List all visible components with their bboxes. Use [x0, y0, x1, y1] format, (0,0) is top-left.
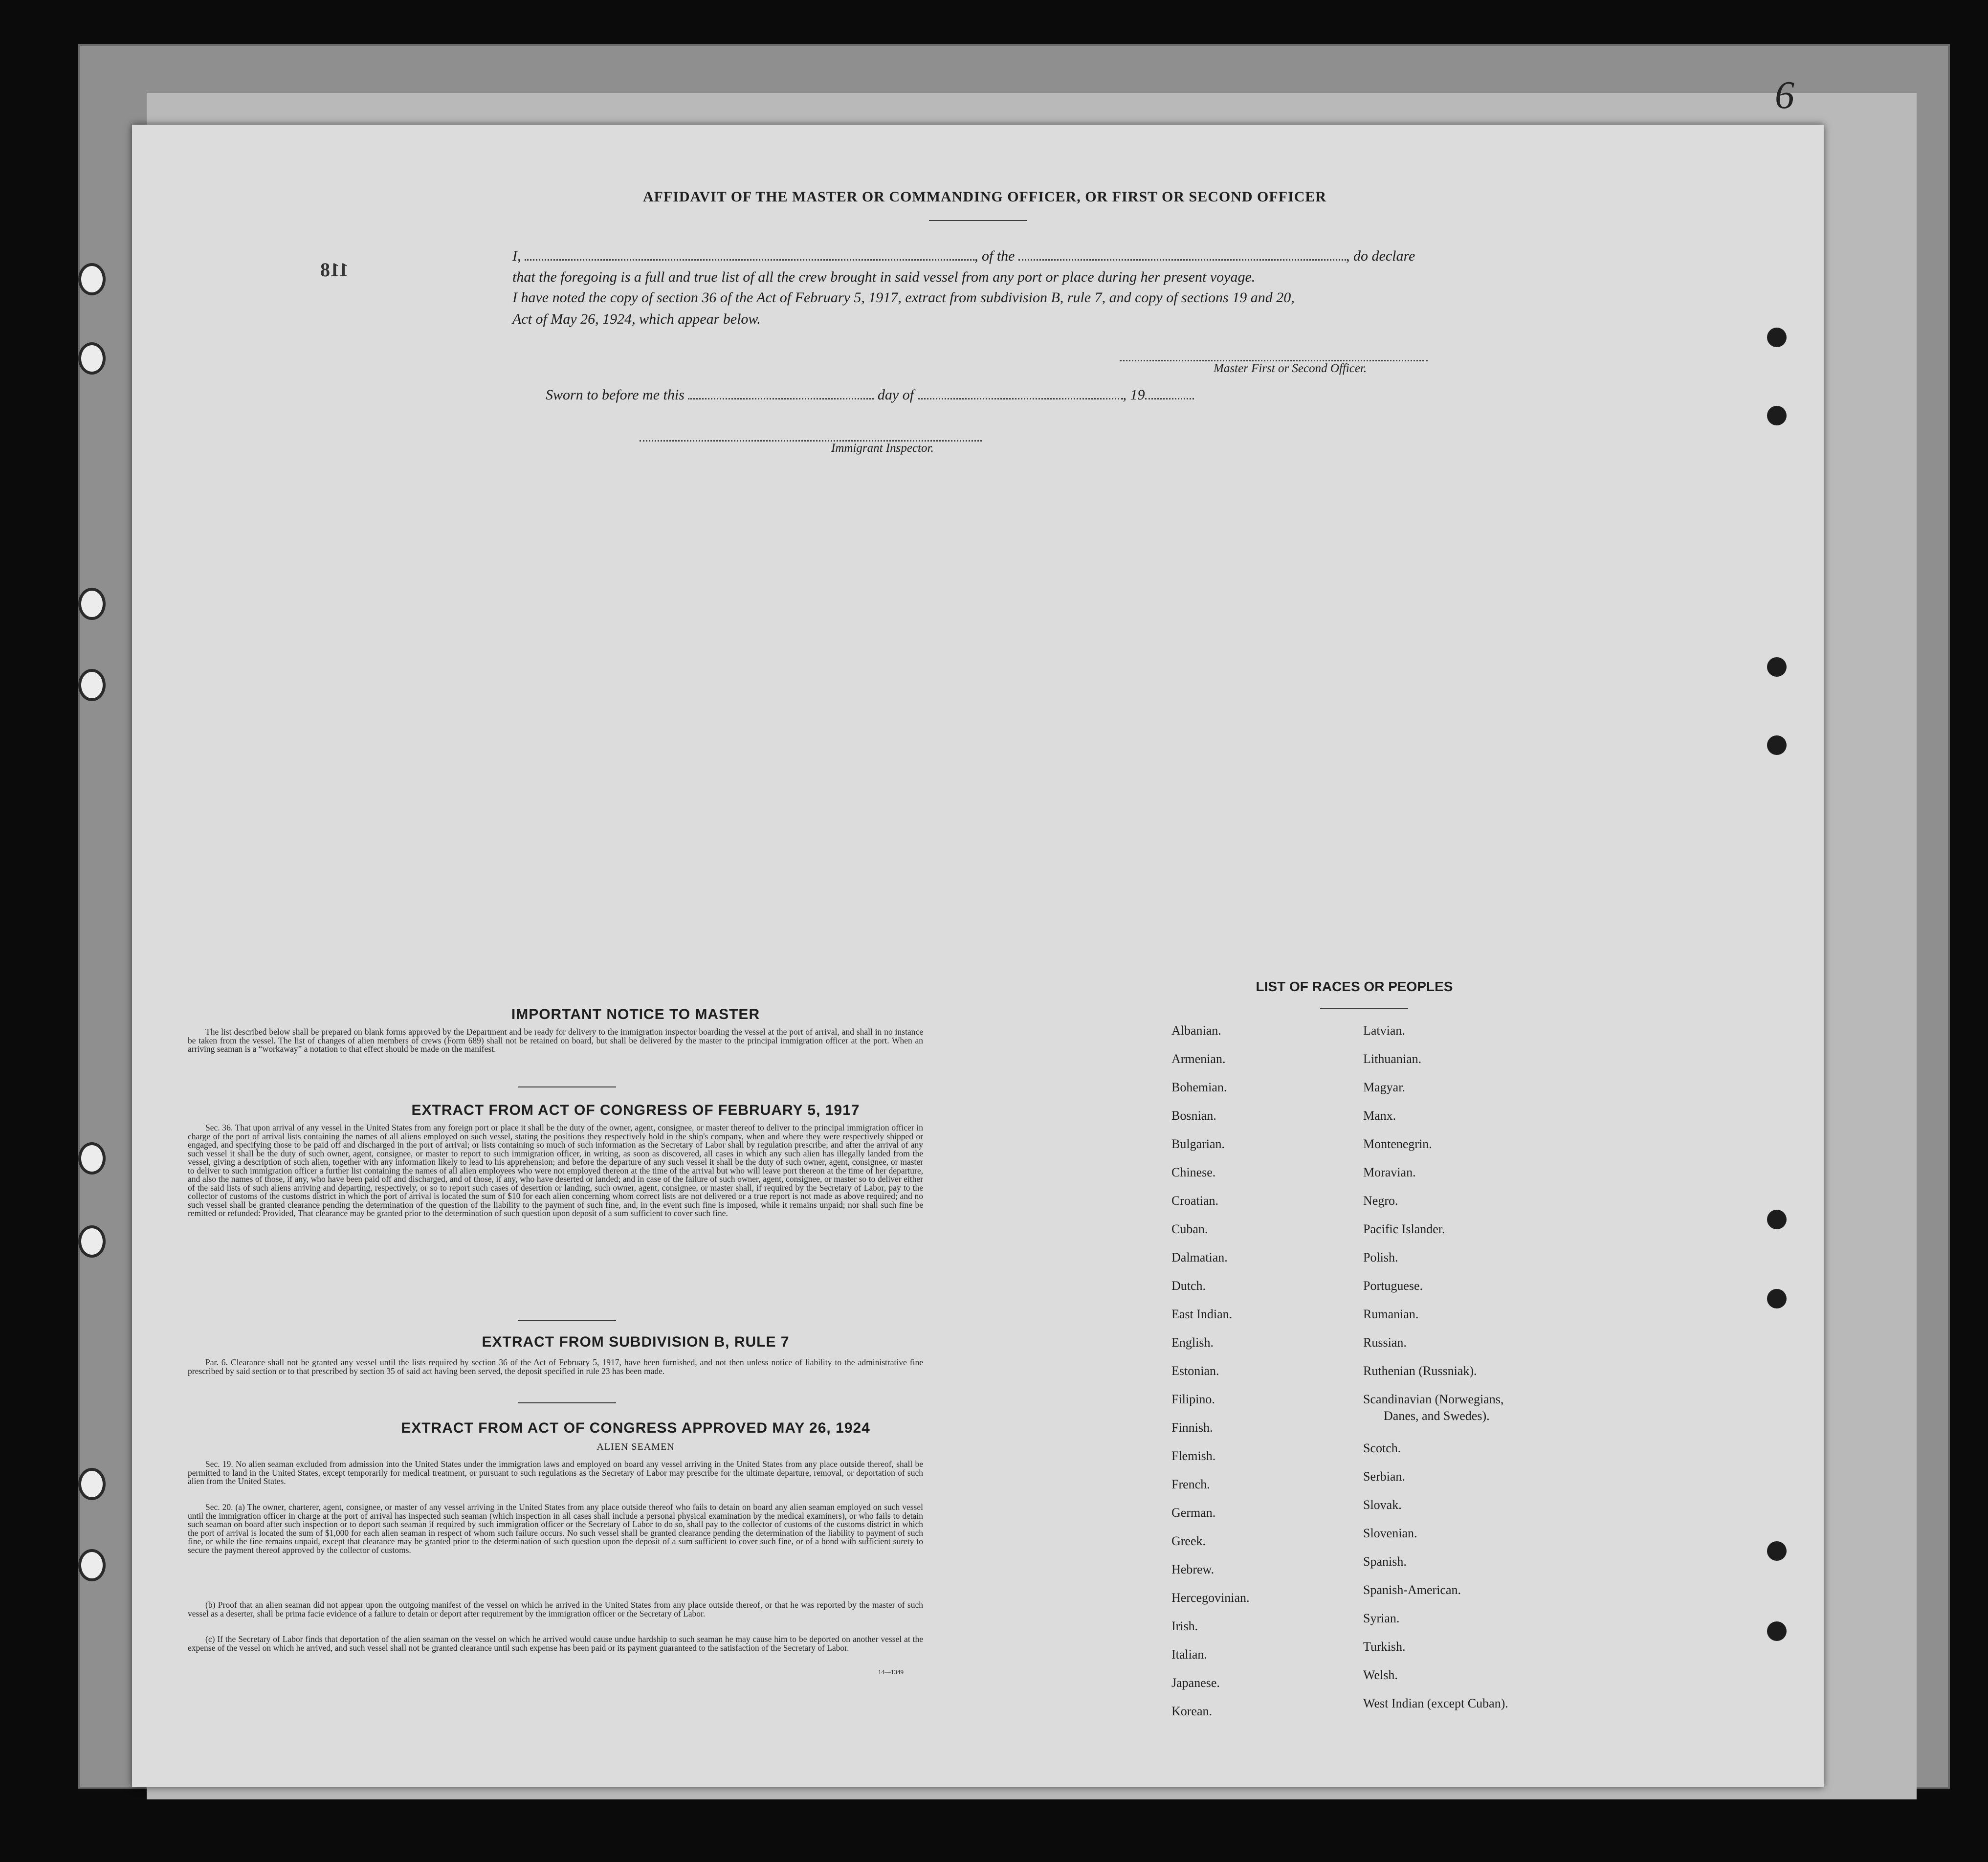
race-item: Polish.: [1363, 1250, 1398, 1264]
race-item: Japanese.: [1171, 1676, 1220, 1690]
inspector-caption: Immigrant Inspector.: [831, 442, 934, 455]
title-divider: [929, 220, 1027, 221]
sworn-day-field[interactable]: [688, 386, 874, 399]
race-item: Flemish.: [1171, 1449, 1216, 1463]
section-divider: [518, 1402, 616, 1403]
race-item: Hebrew.: [1171, 1562, 1215, 1576]
section-20b-text: (b) Proof that an alien seaman did not appear upon the outgoing manifest of the vessel on which he arrived in the United States from any place outside thereof, or that he was reported by the master of such vessel as a deserter, shall be prima facie evidence of a failure to detain or deport after requirement by the immigration officer or the Secretary of Labor.: [188, 1600, 923, 1618]
binder-hole: [1767, 1541, 1787, 1561]
race-item: Bosnian.: [1171, 1108, 1216, 1123]
binder-hole: [78, 1549, 106, 1581]
sworn-year-field[interactable]: [1145, 386, 1194, 399]
extract-1917-title: EXTRACT FROM ACT OF CONGRESS OF FEBRUARY 5, 1917: [411, 1102, 860, 1118]
master-signature-field[interactable]: [1120, 348, 1428, 361]
race-item: Turkish.: [1363, 1640, 1406, 1654]
race-item: Danes, and Swedes).: [1384, 1409, 1490, 1423]
declarant-name-field[interactable]: [525, 247, 974, 261]
affidavit-title: AFFIDAVIT OF THE MASTER OR COMMANDING OFFICER, OR FIRST OR SECOND OFFICER: [642, 189, 1327, 205]
race-item: West Indian (except Cuban).: [1363, 1696, 1508, 1710]
section-20c-text: (c) If the Secretary of Labor finds that deportation of the alien seaman on the vessel on which he arrived would cause undue hardship to such seaman he may cause him to be deported on another vessel at the expense of the vessel on which he arrived, and such vessel shall not be granted clearance until such expense has been paid or its payment guaranteed to the satisfaction of the Secretary of Labor.: [188, 1634, 923, 1653]
race-item: Filipino.: [1171, 1392, 1215, 1406]
race-item: Albanian.: [1171, 1023, 1221, 1038]
vessel-name-field[interactable]: [1018, 247, 1346, 261]
race-item: Serbian.: [1363, 1469, 1405, 1484]
affidavit-line-3: I have noted the copy of section 36 of the Act of February 5, 1917, extract from subdivision B, rule 7, and copy of sections 19 and 20,: [512, 289, 1295, 306]
race-item: Moravian.: [1363, 1165, 1416, 1179]
race-item: Spanish.: [1363, 1554, 1407, 1569]
sworn-line: [546, 386, 1194, 403]
race-item: Bohemian.: [1171, 1080, 1227, 1094]
race-item: Dutch.: [1171, 1279, 1206, 1293]
sworn-label: Sworn to before me this: [546, 387, 685, 403]
do-declare-text: , do declare: [1346, 248, 1415, 264]
affidavit-line-4: Act of May 26, 1924, which appear below.: [512, 311, 761, 327]
race-item: Rumanian.: [1363, 1307, 1419, 1321]
binder-hole: [1767, 1210, 1787, 1229]
races-title-divider: [1320, 1008, 1408, 1009]
race-item: Armenian.: [1171, 1052, 1226, 1066]
alien-seamen-subtitle: ALIEN SEAMEN: [596, 1441, 675, 1452]
declarant-label: I,: [512, 248, 521, 264]
race-item: Ruthenian (Russniak).: [1363, 1364, 1477, 1378]
sworn-month-field[interactable]: [918, 386, 1123, 399]
year-prefix: , 19: [1123, 387, 1145, 403]
affidavit-line-2: that the foregoing is a full and true list of all the crew brought in said vessel from any port or place during her present voyage.: [512, 269, 1256, 285]
race-item: Spanish-American.: [1363, 1583, 1461, 1597]
race-item: Dalmatian.: [1171, 1250, 1228, 1264]
inspector-signature-field[interactable]: [640, 428, 982, 442]
race-item: Croatian.: [1171, 1194, 1219, 1208]
race-item: Slovak.: [1363, 1498, 1402, 1512]
binder-hole: [1767, 735, 1787, 755]
binder-hole: [78, 1225, 106, 1258]
race-item: East Indian.: [1171, 1307, 1233, 1321]
race-item: French.: [1171, 1477, 1210, 1491]
day-of-label: day of: [877, 387, 914, 403]
race-item: Negro.: [1363, 1194, 1398, 1208]
binder-hole: [1767, 406, 1787, 425]
race-item: Welsh.: [1363, 1668, 1398, 1682]
binder-hole: [78, 342, 106, 375]
binder-hole: [1767, 657, 1787, 677]
races-list-title: LIST OF RACES OR PEOPLES: [1256, 979, 1453, 994]
binder-hole: [78, 1468, 106, 1500]
race-item: Scandinavian (Norwegians,: [1363, 1392, 1504, 1406]
race-item: Finnish.: [1171, 1420, 1213, 1435]
race-item: Cuban.: [1171, 1222, 1208, 1236]
race-item: Korean.: [1171, 1704, 1213, 1718]
binder-hole: [78, 263, 106, 295]
master-signature-caption: Master First or Second Officer.: [1214, 362, 1367, 375]
binder-hole: [1767, 1289, 1787, 1308]
race-item: Bulgarian.: [1171, 1137, 1225, 1151]
binder-hole: [1767, 1621, 1787, 1641]
race-item: Montenegrin.: [1363, 1137, 1432, 1151]
vessel-label: , of the: [974, 248, 1015, 264]
binder-hole: [1767, 328, 1787, 347]
section-20a-text: Sec. 20. (a) The owner, charterer, agent, consignee, or master of any vessel arriving in the United States from any place outside thereof who fails to detain on board any alien seaman employed on such vessel until the immigration officer in charge at the port of arrival has inspected such seaman (which inspection in all cases shall include a personal physical examination by the medical examiners), or who fails to detain such seaman on board after such inspection or to deport such seaman if required by such immigration officer or the Secretary of Labor to do so, shall pay to the collector of customs of the customs district in which the port of arrival is located the sum of $1,000 for each alien seaman in respect of whom such failure occurs. No such vessel shall be granted clearance pending the determination of the liability to payment of such fine, or while the fine remains unpaid, except that clearance may be granted prior to the determination of such question upon the deposit of a sum sufficient to cover such fine, or of a bond with sufficient surety to secure the payment thereof approved by the collector of customs.: [188, 1502, 923, 1555]
extract-rule7-title: EXTRACT FROM SUBDIVISION B, RULE 7: [482, 1334, 790, 1350]
corner-page-number: 6: [1775, 74, 1794, 117]
extract-1917-text: Sec. 36. That upon arrival of any vessel in the United States from any foreign port or place it shall be the duty of the owner, agent, consignee, or master thereof to deliver to the principal immigration officer in charge of the port of arrival lists containing the names of all aliens employed on such vessel, stating the positions they respectively hold in the ship's company, when and where they were respectively shipped or engaged, and specifying those to be paid off and discharged in the port of arrival; or lists containing so much of such information as the Secretary of Labor shall by regulation prescribe; and after the arrival of any such vessel it shall be the duty of such owner, agent, consignee, or master to report to such immigration officer, in writing, as soon as discovered, all cases in which any such alien has illegally landed from the vessel, giving a description of such alien, together with any information likely to lead to his apprehension; and before the departure of any such vessel it shall be the duty of such owner, agent, consignee, or master to deliver to such immigration officer a further list containing the names of all alien employees who were not employed thereon at the time of the arrival but who will leave port thereon at the time of her departure, and also the names of those, if any, who have been paid off and discharged, and of those, if any, who have deserted or landed; and in case of the failure of such owner, agent, consignee, or master so to deliver either of the said lists of such aliens arriving and departing, respectively, or so to report such cases of desertion or landing, such owner, agent, consignee, or master shall, if required by the Secretary of Labor, pay to the collector of customs of the customs district in which the port of arrival is located the sum of $10 for each alien concerning whom correct lists are not delivered or a true report is not made as above required; and no such vessel shall be granted clearance pending the determination of the question of the liability to the payment of such fine, and, in the event such fine is imposed, while it remains unpaid; nor shall such fine be remitted or refunded: Provided, That clearance may be granted prior to the determination of such question upon deposit of a sum sufficient to cover such fine.: [188, 1123, 923, 1218]
page-stamp-number: 118: [320, 259, 349, 281]
section-divider: [518, 1086, 616, 1087]
notice-text: The list described below shall be prepared on blank forms approved by the Department and be ready for delivery to the immigration inspector boarding the vessel at the port of arrival, and shall in no instance be taken from the vessel. The list of changes of alien members of crews (Form 689) shall not be retained on board, but shall be delivered by the master to the principal immigration officer at the port. When an arriving seaman is a “workaway” a notation to that effect should be made on the manifest.: [188, 1027, 923, 1054]
race-item: Russian.: [1363, 1335, 1407, 1350]
race-item: English.: [1171, 1335, 1214, 1350]
extract-1924-title: EXTRACT FROM ACT OF CONGRESS APPROVED MAY 26, 1924: [401, 1420, 870, 1436]
race-item: Manx.: [1363, 1108, 1396, 1123]
binder-hole: [78, 588, 106, 620]
race-item: Magyar.: [1363, 1080, 1405, 1094]
binder-hole: [78, 1142, 106, 1175]
race-item: Scotch.: [1363, 1441, 1401, 1455]
race-item: Pacific Islander.: [1363, 1222, 1445, 1236]
notice-title: IMPORTANT NOTICE TO MASTER: [511, 1006, 760, 1022]
race-item: Lithuanian.: [1363, 1052, 1422, 1066]
form-number: 14—1349: [878, 1668, 904, 1676]
race-item: Latvian.: [1363, 1023, 1405, 1038]
race-item: Syrian.: [1363, 1611, 1400, 1625]
race-item: Irish.: [1171, 1619, 1198, 1633]
section-divider: [518, 1320, 616, 1321]
binder-hole: [78, 669, 106, 701]
affidavit-declaration-line: [512, 247, 1415, 265]
race-item: Portuguese.: [1363, 1279, 1423, 1293]
race-item: Slovenian.: [1363, 1526, 1417, 1540]
race-item: Chinese.: [1171, 1165, 1216, 1179]
extract-rule7-text: Par. 6. Clearance shall not be granted any vessel until the lists required by section 36 of the Act of February 5, 1917, have been furnished, and not then unless notice of liability to the administrative fine prescribed by said section or to that prescribed by section 35 of said act having been served, the deposit specified in rule 23 has been made.: [188, 1357, 923, 1376]
race-item: Estonian.: [1171, 1364, 1219, 1378]
section-19-text: Sec. 19. No alien seaman excluded from admission into the United States under the immigration laws and employed on board any vessel arriving in the United States from any place outside thereof, shall be permitted to land in the United States, except temporarily for medical treatment, or pursuant to such regulations as the Secretary of Labor may prescribe for the ultimate departure, removal, or deportation of such alien from the United States.: [188, 1459, 923, 1486]
race-item: Italian.: [1171, 1647, 1207, 1662]
race-item: Hercegovinian.: [1171, 1591, 1250, 1605]
race-item: German.: [1171, 1506, 1216, 1520]
race-item: Greek.: [1171, 1534, 1206, 1548]
